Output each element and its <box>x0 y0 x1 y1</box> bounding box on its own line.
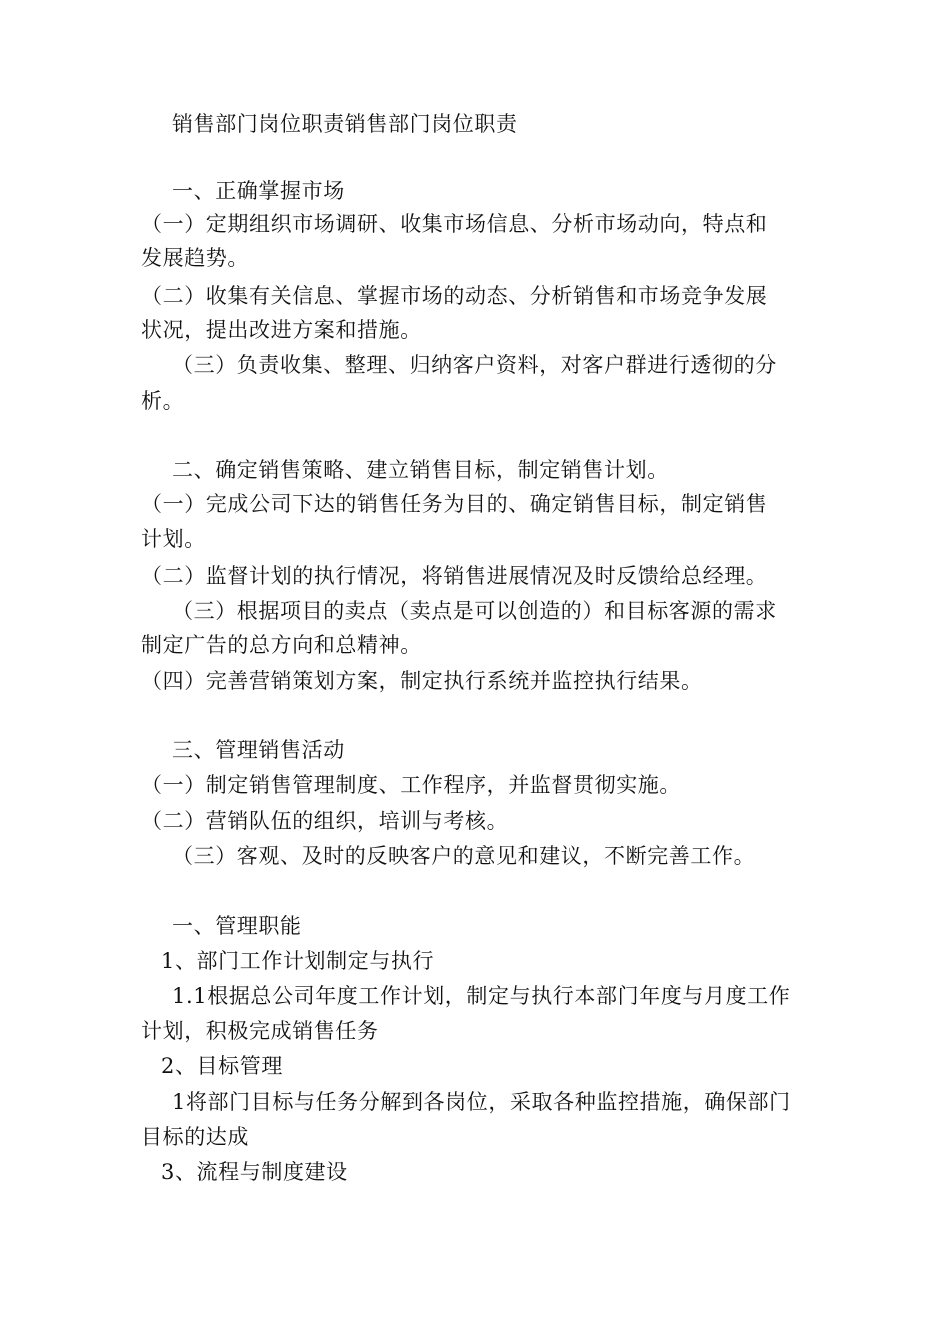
section-1-item-3-line-2: 析。 <box>141 389 185 413</box>
section-2-item-1-line-2: 计划。 <box>141 527 206 551</box>
section-4-sub-2-text-line-2: 目标的达成 <box>141 1125 249 1149</box>
section-1-item-2-line-1: （二）收集有关信息、掌握市场的动态、分析销售和市场竞争发展 <box>141 284 768 308</box>
section-4-sub-1: 1、部门工作计划制定与执行 <box>161 949 435 973</box>
section-3-heading: 三、管理销售活动 <box>172 738 345 762</box>
section-4-sub-2-text-line-1: 1将部门目标与任务分解到各岗位，采取各种监控措施，确保部门 <box>172 1090 791 1114</box>
section-1-item-2-line-2: 状况，提出改进方案和措施。 <box>141 318 422 342</box>
document-title: 销售部门岗位职责销售部门岗位职责 <box>172 112 518 136</box>
section-4-sub-1-text-line-2: 计划，积极完成销售任务 <box>141 1019 379 1043</box>
section-1-item-1-line-2: 发展趋势。 <box>141 246 249 270</box>
section-1-item-3-line-1: （三）负责收集、整理、归纳客户资料，对客户群进行透彻的分 <box>172 353 777 377</box>
section-4-sub-3: 3、流程与制度建设 <box>161 1160 348 1184</box>
section-2-heading: 二、确定销售策略、建立销售目标，制定销售计划。 <box>172 458 669 482</box>
section-4-sub-2: 2、目标管理 <box>161 1054 283 1078</box>
section-3-item-3: （三）客观、及时的反映客户的意见和建议，不断完善工作。 <box>172 844 756 868</box>
section-4-sub-1-text-line-1: 1.1根据总公司年度工作计划，制定与执行本部门年度与月度工作 <box>172 984 791 1008</box>
section-2-item-3-line-1: （三）根据项目的卖点（卖点是可以创造的）和目标客源的需求 <box>172 599 777 623</box>
section-1-heading: 一、正确掌握市场 <box>172 179 345 203</box>
section-2-item-4: （四）完善营销策划方案，制定执行系统并监控执行结果。 <box>141 669 703 693</box>
section-4-heading: 一、管理职能 <box>172 914 302 938</box>
section-2-item-3-line-2: 制定广告的总方向和总精神。 <box>141 633 422 657</box>
section-2-item-2: （二）监督计划的执行情况，将销售进展情况及时反馈给总经理。 <box>141 564 768 588</box>
section-2-item-1-line-1: （一）完成公司下达的销售任务为目的、确定销售目标，制定销售 <box>141 492 768 516</box>
section-3-item-1: （一）制定销售管理制度、工作程序，并监督贯彻实施。 <box>141 773 681 797</box>
section-1-item-1-line-1: （一）定期组织市场调研、收集市场信息、分析市场动向，特点和 <box>141 212 768 236</box>
section-3-item-2: （二）营销队伍的组织，培训与考核。 <box>141 809 509 833</box>
